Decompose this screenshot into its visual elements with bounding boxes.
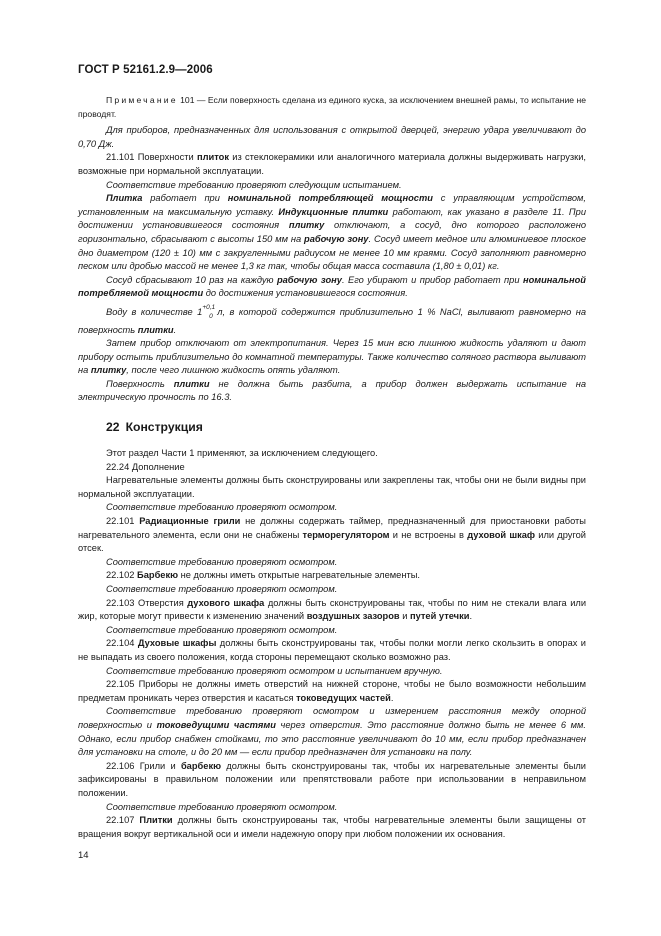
section-intro: Этот раздел Части 1 применяют, за исключением следующего. [106,448,378,459]
compliance-visual: Соответствие требованию проверяют осмотром. [106,584,338,594]
water-procedure: Воду в количестве $1^{+0,1}_0$ л, в которой содержится приблизительно 1 % NaCl, выливают равномерно на поверхность плитки. [78,303,586,335]
note-101: Примечание 101 — Если поверхность сделана из единого куска, за исключением внешней рамы, то испытание не проводят. [78,95,586,119]
clause-22-106: 22.106 Грили и барбекю должны быть сконструированы так, чтобы их нагревательные элементы были зафиксированы в правильном положении или препятствовали работе при использовании в неправильном положении. [78,760,587,798]
heating-elements-text: Нагревательные элементы должны быть сконструированы или закреплены так, чтобы они не были видны при нормальной эксплуатации. [78,475,586,499]
compliance-distance: Соответствие требованию проверяют осмотром и измерением расстояния между опорной поверхностью и токоведущими частями через отверстия. Это расстояние должно быть не менее 6 мм. Однако, если прибор снабжен стойками, то это расстояние увеличивают до 10 мм, если прибор предназначен для установки на столе, и до 20 мм — если прибор предназначен для установки на полу. [78,706,586,758]
test-procedure: Плитка работает при номинальной потребляющей мощности с управляющим устройством, установленным на максимальную уставку. Индукционные плитки работают, как указано в разделе 11. При достижении установившегося состояния плитку отключают, а сосуд, дно которого расположено горизонтально, сбрасывают с высоты 150 мм на рабочую зону. Сосуд имеет медное или алюминиевое плоское дно диаметром (120 ± 10) мм с закругленными радиусом не менее 10 мм краями. Сосуд заполняют равномерно песком или дробью массой не менее 1,3 кг так, чтобы общая масса составила (1,80 ± 0,01) кг. [78,193,587,272]
compliance-visual: Соответствие требованию проверяют осмотром. [106,502,338,513]
compliance-visual: Соответствие требованию проверяют осмотром. [106,556,338,567]
clause-22-24: 22.24 Дополнение [106,461,185,472]
paragraph-energy: Для приборов, предназначенных для использования с открытой дверцей, энергию удара увеличивают до 0,70 Дж. [78,125,586,149]
compliance-test: Соответствие требованию проверяют следующим испытанием. [106,179,402,190]
clause-22-105: 22.105 Приборы не должны иметь отверстий на нижней стороне, чтобы не было возможности небольшим предметам проникать через отверстия и касаться токоведущих частей. [78,679,586,703]
clause-22-107: 22.107 Плитки должны быть сконструированы так, чтобы нагревательные элементы были защищены от вращения вокруг вертикальной оси и имели надежную опору при любом положении их основания. [78,815,586,839]
section-heading: 22 Конструкция [106,420,203,435]
cooling-procedure: Затем прибор отключают от электропитания. Через 15 мин всю лишнюю жидкость удаляют и дают прибору остыть приблизительно до комнатной температуры. Также количество соляного раствора выливают на плитку, после чего лишнюю жидкость опять удаляют. [78,338,586,376]
document-header: ГОСТ Р 52161.2.9—2006 [78,64,213,76]
clause-22-101: 22.101 Радиационные грили не должны содержать таймер, предназначенный для приостановки работы нагревательного элемента, если они не снабжены терморегулятором и не встроены в духовой шкаф или другой отсек. [78,516,587,554]
clause-22-104: 22.104 Духовые шкафы должны быть сконструированы так, чтобы полки могли легко скользить в опорах и не выпадать из своего положения, когда стороны перемещают сколько возможно раз. [78,638,586,662]
note-label: Примечание [106,95,178,105]
clause-21-101: 21.101 Поверхности плиток из стеклокерамики или аналогичного материала должны выдерживать нагрузки, возможные при нормальной эксплуатации. [78,152,586,176]
compliance-manual: Соответствие требованию проверяют осмотром и испытанием вручную. [106,665,443,676]
compliance-visual: Соответствие требованию проверяют осмотром. [106,801,338,812]
clause-22-103: 22.103 Отверстия духового шкафа должны быть сконструированы так, чтобы по ним не стекали влага или жир, которые могут привести к изменению значений воздушных зазоров и путей утечки. [78,597,587,622]
compliance-visual: Соответствие требованию проверяют осмотром. [106,624,338,635]
drop-procedure: Сосуд сбрасывают 10 раз на каждую рабочую зону. Его убирают и прибор работает при номинальной потребляемой мощности до достижения установившегося состояния. [78,274,586,299]
page-number: 14 [78,850,89,861]
result-requirement: Поверхность плитки не должна быть разбита, а прибор должен выдержать испытание на электрическую прочность по 16.3. [78,378,586,403]
document-body [78,94,586,841]
clause-22-102: 22.102 Барбекю не должны иметь открытые нагревательные элементы. [106,570,420,581]
